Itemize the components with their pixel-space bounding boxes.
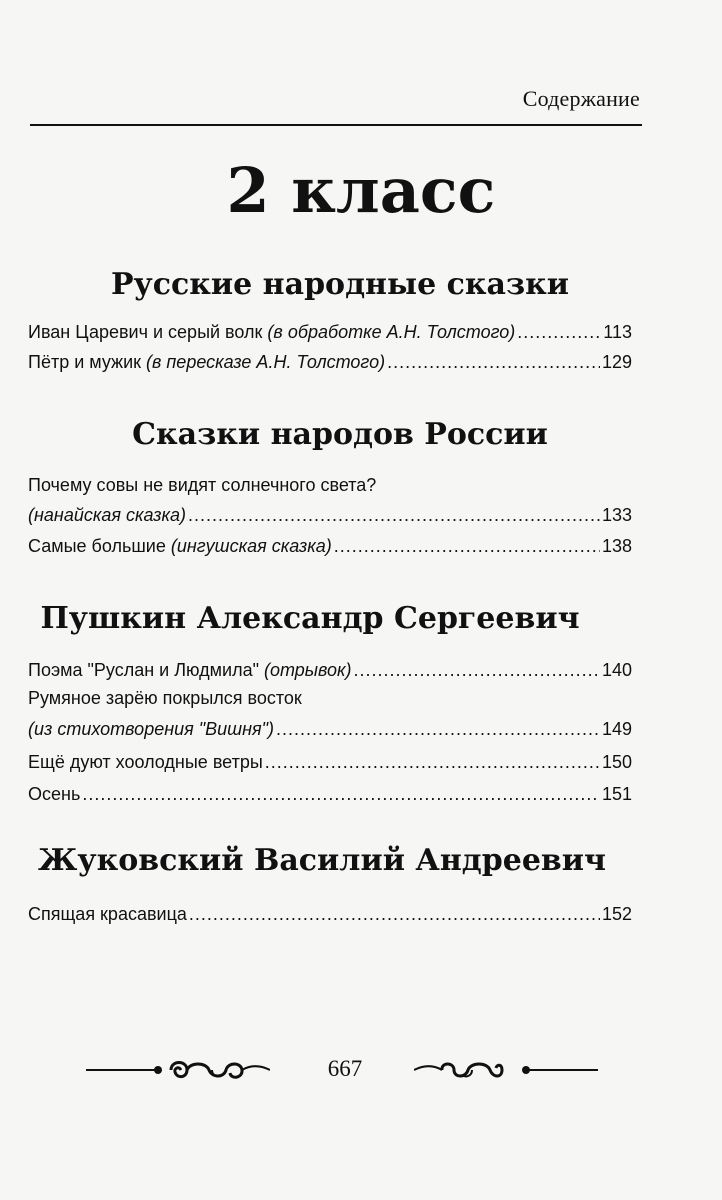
entry-note: (в пересказе А.Н. Толстого) — [146, 352, 386, 372]
entry-page-number: 152 — [601, 904, 632, 924]
toc-entry — [28, 536, 632, 558]
entry-title: Осень — [28, 784, 81, 804]
entry-note: (нанайская сказка) — [28, 505, 186, 525]
entry-note: (ингушская сказка) — [170, 536, 332, 556]
running-head: Содержание — [522, 86, 640, 111]
entry-page-number: 140 — [601, 660, 632, 680]
entry-title: Пётр и мужик — [28, 352, 142, 372]
toc-entry — [28, 904, 632, 926]
toc-entry — [28, 322, 632, 344]
section-title-pushkin: Пушкин Александр Сергеевич — [40, 601, 580, 636]
toc-entry — [28, 719, 632, 741]
toc-entry — [28, 352, 632, 374]
toc-entry — [28, 784, 632, 806]
right-ornament-icon — [414, 1048, 598, 1092]
entry-title: Поэма "Руслан и Людмила" — [28, 660, 259, 680]
entry-page-number: 129 — [601, 352, 632, 372]
dot-leader — [276, 719, 600, 741]
toc-entry — [28, 505, 632, 527]
entry-note: (отрывок) — [263, 660, 352, 680]
entry-page-number: 138 — [601, 536, 632, 556]
entry-note: (из стихотворения "Вишня") — [28, 719, 274, 739]
entry-page-number: 150 — [601, 752, 632, 772]
dot-leader — [189, 904, 600, 926]
dot-leader — [517, 322, 601, 344]
toc-entry — [28, 752, 632, 774]
entry-title: Самые большие — [28, 536, 166, 556]
entry-title: Спящая красавица — [28, 904, 187, 924]
dot-leader — [82, 784, 600, 806]
dot-leader — [387, 352, 600, 374]
toc-entry — [28, 660, 632, 682]
entry-title-line: Почему совы не видят солнечного света? — [28, 475, 377, 495]
entry-page-number: 113 — [603, 322, 632, 342]
dot-leader — [188, 505, 600, 527]
entry-note: (в обработке А.Н. Толстого) — [267, 322, 516, 342]
header-rule — [30, 124, 642, 126]
entry-page-number: 149 — [601, 719, 632, 739]
entry-title: Иван Царевич и серый волк — [28, 322, 263, 342]
dot-leader — [334, 536, 600, 558]
dot-leader — [265, 752, 600, 774]
section-title-zhukovsky: Жуковский Василий Андреевич — [38, 843, 606, 878]
entry-title: Ещё дуют хоолодные ветры — [28, 752, 263, 772]
dot-leader — [354, 660, 600, 682]
entry-title-line: Румяное зарёю покрылся восток — [28, 688, 302, 708]
entry-page-number: 133 — [601, 505, 632, 525]
section-title-russian-tales: Русские народные сказки — [110, 267, 570, 302]
entry-page-number: 151 — [601, 784, 632, 804]
section-title-peoples-tales: Сказки народов России — [132, 417, 548, 452]
page-number: 667 — [327, 1056, 363, 1081]
grade-heading: 2 класс — [226, 154, 496, 227]
